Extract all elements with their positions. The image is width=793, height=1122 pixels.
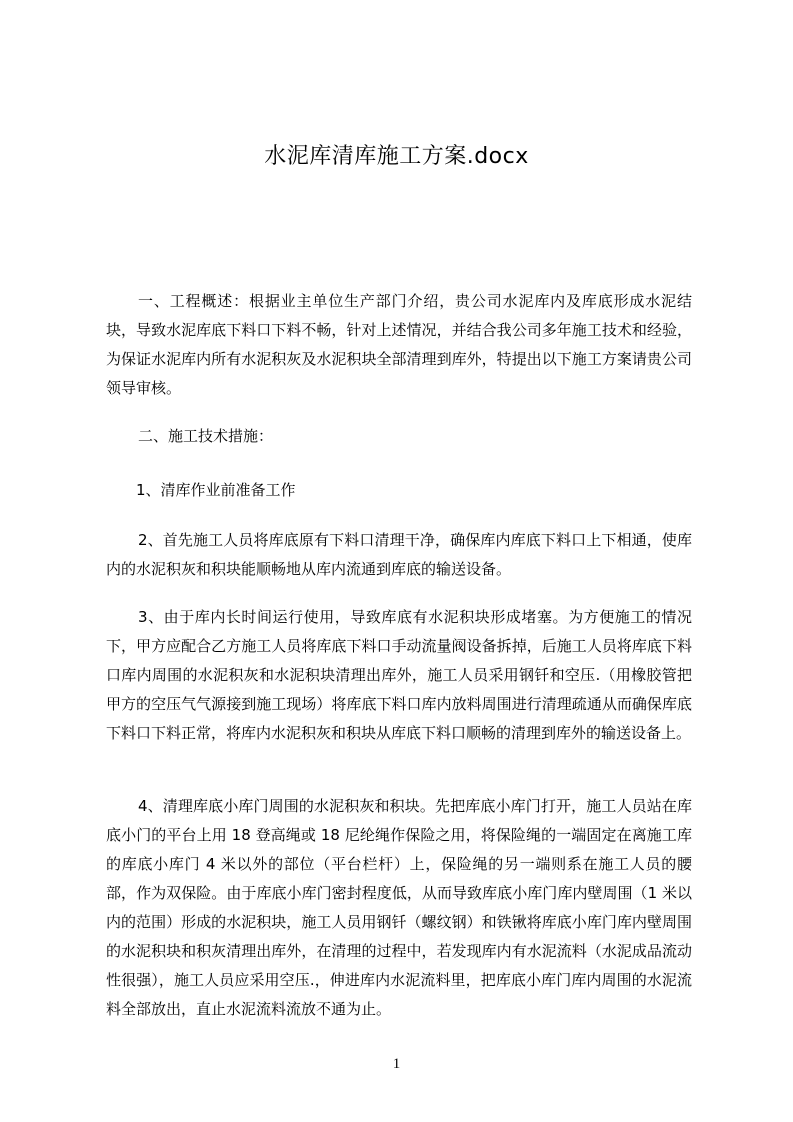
paragraph-step-3: 3、由于库内长时间运行使用，导致库底有水泥积块形成堵塞。为方便施工的情况下，甲方应配合乙方施工人员将库底下料口手动流量阀设备拆掉，后施工人员将库底下料口库内周围的水泥积灰和水泥积块清理出库外，施工人员采用钢钎和空压.（用橡胶管把甲方的空压气气源接到施工现场）将库底下料口库内放料周围进行清理疏通从而确保库底下料口下料正常，将库内水泥积灰和积块从库底下料口顺畅的清理到库外的输送设备上。 xyxy=(106,608,692,742)
paragraph-step-1: 1、清库作业前准备工作 xyxy=(136,481,296,499)
paragraph-tech-measures-heading: 二、施工技术措施： xyxy=(138,427,274,445)
document-title: 水泥库清库施工方案.docx xyxy=(264,144,529,169)
paragraph-step-2: 2、首先施工人员将库底原有下料口清理干净，确保库内库底下料口上下相通，使库内的水泥积灰和积块能顺畅地从库内流通到库底的输送设备。 xyxy=(106,531,692,578)
paragraph-step-4: 4、清理库底小库门周围的水泥积灰和积块。先把库底小库门打开，施工人员站在库底小门的平台上用 18 登高绳或 18 尼纶绳作保险之用，将保险绳的一端固定在离施工库的库底小库门 4 米以外的部位（平台栏杆）上，保险绳的另一端则系在施工人员的腰部，作为双保险。由于库底小库门密封程度低，从而导致库底小库门库内壁周围（1 米以内的范围）形成的水泥积块，施工人员用钢钎（螺纹钢）和铁锹将库底小库门库内壁周围的水泥积块和积灰清理出库外，在清理的过程中，若发现库内有水泥流料（水泥成品流动性很强），施工人员应采用空压.，伸进库内水泥流料里，把库底小库门库内周围的水泥流料全部放出，直止水泥流料流放不通为止。 xyxy=(106,797,692,1018)
paragraph-overview: 一、工程概述：根据业主单位生产部门介绍，贵公司水泥库内及库底形成水泥结块，导致水泥库底下料口下料不畅，针对上述情况，并结合我公司多年施工技术和经验，为保证水泥库内所有水泥积灰及水泥积块全部清理到库外，特提出以下施工方案请贵公司领导审核。 xyxy=(106,292,692,397)
page-number: 1 xyxy=(392,1056,401,1072)
